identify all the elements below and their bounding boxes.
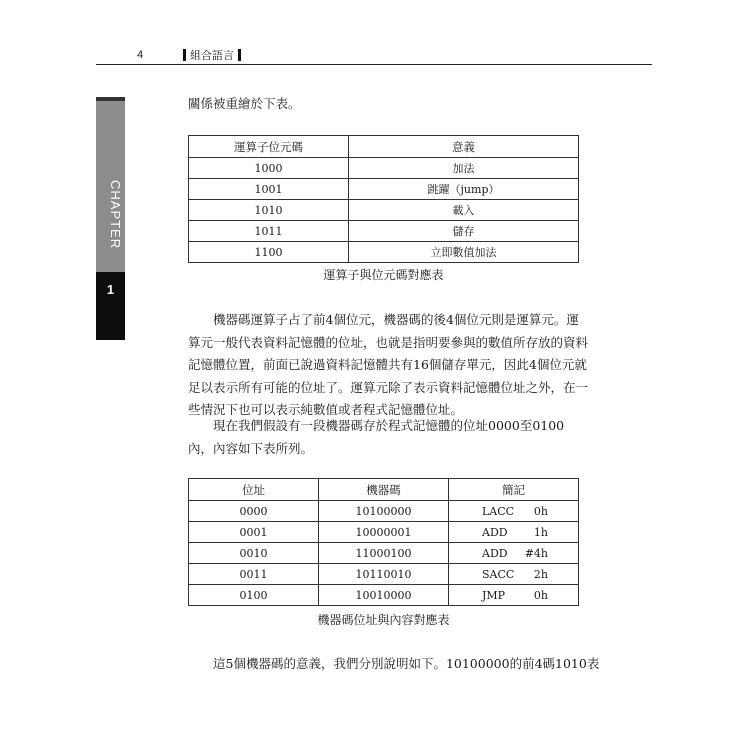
chapter-number: 1 (106, 282, 115, 297)
side-tab-top-bar (96, 97, 125, 101)
table-row (189, 242, 579, 263)
machine-code-cell: 10100000 (319, 501, 449, 522)
opcode-table (188, 135, 579, 263)
mnemonic-arg: 1h (533, 525, 548, 539)
mnemonic-cell (449, 564, 579, 585)
address-cell: 0000 (189, 501, 319, 522)
meaning-cell: 儲存 (349, 221, 579, 242)
opcode-cell: 1000 (189, 158, 349, 179)
address-cell: 0001 (189, 522, 319, 543)
table-header-cell: 運算子位元碼 (189, 136, 349, 158)
body-paragraph: 現在我們假設有一段機器碼存於程式記憶體的位址0000至0100內，內容如下表所列。 (188, 418, 565, 456)
opcode-cell: 1001 (189, 179, 349, 200)
table-row (189, 179, 579, 200)
mnemonic-arg: 2h (533, 567, 548, 581)
machine-code-cell: 10010000 (319, 585, 449, 606)
machine-code-cell: 10110010 (319, 564, 449, 585)
mnemonic-cell (449, 585, 579, 606)
chapter-label: CHAPTER (108, 180, 123, 250)
mnemonic-op: LACC (482, 504, 515, 518)
table-row (189, 564, 579, 585)
machine-code-table (188, 478, 579, 606)
opcode-cell: 1100 (189, 242, 349, 263)
opcode-cell: 1011 (189, 221, 349, 242)
page-header (0, 0, 750, 70)
mnemonic-arg: 0h (533, 588, 548, 602)
table-row (189, 585, 579, 606)
title-bar-left (183, 49, 186, 61)
mnemonic-op: ADD (482, 525, 508, 539)
running-title (183, 47, 241, 63)
table-header-cell: 簡記 (449, 479, 579, 501)
running-title-text: 組合語言 (190, 49, 234, 62)
table-row (189, 158, 579, 179)
intro-text: 關係被重繪於下表。 (188, 96, 301, 111)
table-header-row (189, 479, 579, 501)
machine-code-cell: 10000001 (319, 522, 449, 543)
address-cell: 0100 (189, 585, 319, 606)
mnemonic-op: SACC (482, 567, 515, 581)
title-bar-right (238, 49, 241, 61)
table-header-cell: 意義 (349, 136, 579, 158)
mnemonic-cell (449, 543, 579, 564)
mnemonic-cell (449, 522, 579, 543)
table-header-cell: 機器碼 (319, 479, 449, 501)
table-row (189, 501, 579, 522)
table-row (189, 543, 579, 564)
body-paragraph: 這5個機器碼的意義，我們分別說明如下。10100000的前4碼1010表 (213, 656, 600, 671)
meaning-cell: 加法 (349, 158, 579, 179)
machine-code-cell: 11000100 (319, 543, 449, 564)
mnemonic-arg: #4h (524, 546, 548, 560)
mnemonic-arg: 0h (533, 504, 548, 518)
table-header-cell: 位址 (189, 479, 319, 501)
address-cell: 0011 (189, 564, 319, 585)
page-number: 4 (137, 49, 144, 61)
meaning-cell: 載入 (349, 200, 579, 221)
meaning-cell: 立即數值加法 (349, 242, 579, 263)
table-row (189, 522, 579, 543)
table-caption: 運算子與位元碼對應表 (323, 268, 444, 282)
address-cell: 0010 (189, 543, 319, 564)
mnemonic-op: ADD (482, 546, 508, 560)
mnemonic-op: JMP (482, 588, 506, 602)
table-header-row (189, 136, 579, 158)
mnemonic-cell (449, 501, 579, 522)
meaning-cell: 跳躍（jump） (349, 179, 579, 200)
body-paragraph: 機器碼運算子占了前4個位元，機器碼的後4個位元則是運算元。運算元一般代表資料記憶體的位址，也就是指明要參與的數值所存放的資料記憶體位置，前面已說過資料記憶體共有16個儲存單元，因此4個位元就足以表示所有可能的位址了。運算元除了表示資料記憶體位址之外，在一些情況下也可以表示純數值或者程式記憶體位址。 (188, 312, 589, 417)
table-row (189, 221, 579, 242)
header-rule (96, 64, 652, 65)
table-caption: 機器碼位址與內容對應表 (317, 613, 450, 627)
opcode-cell: 1010 (189, 200, 349, 221)
table-row (189, 200, 579, 221)
